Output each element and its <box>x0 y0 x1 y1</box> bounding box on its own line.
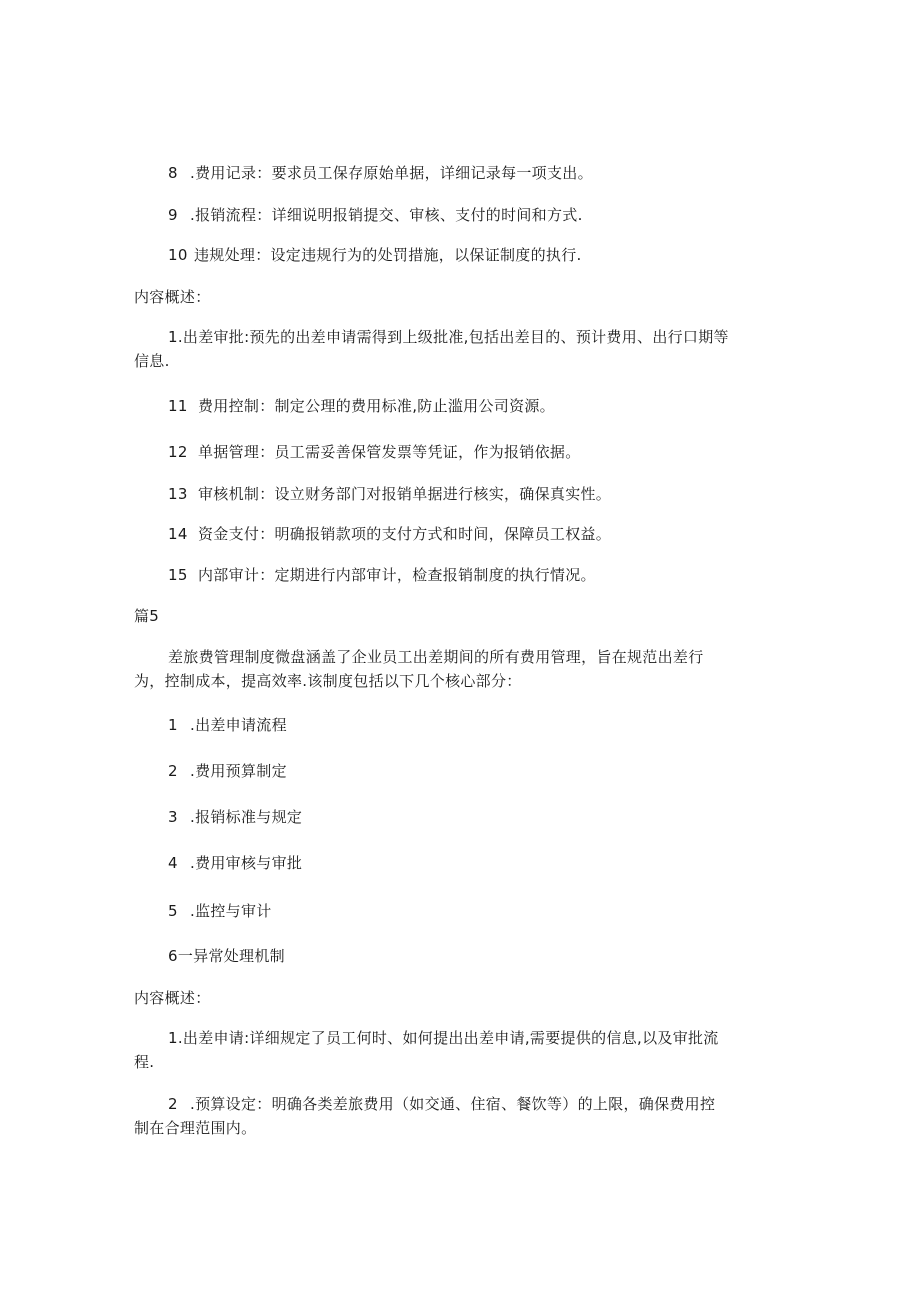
item-text: .报销流程：详细说明报销提交、审核、支付的时间和方式. <box>190 206 583 224</box>
item-text: .费用预算制定 <box>190 762 287 780</box>
item-text: 违规处理：设定违规行为的处罚措施，以保证制度的执行. <box>194 246 582 264</box>
part-item-1 <box>168 715 287 735</box>
item-text: .报销标准与规定 <box>190 808 303 826</box>
overview-item-15 <box>168 565 596 585</box>
overview-item-13 <box>168 484 611 504</box>
overview-item-11 <box>168 396 555 416</box>
list-item-10 <box>168 245 582 265</box>
item-number: 4 <box>168 854 178 872</box>
list-item-9 <box>168 205 583 225</box>
item-text: .预算设定：明确各类差旅费用（如交通、住宿、餐饮等）的上限，确保费用控 <box>190 1095 716 1113</box>
part-item-3 <box>168 807 302 827</box>
item-number: 2 <box>168 762 178 780</box>
overview2-item-1-line1: 1.出差申请:详细规定了员工何时、如何提出出差申请,需要提供的信息,以及审批流 <box>168 1029 719 1047</box>
item-number: 9 <box>168 206 178 224</box>
item-number: 12 <box>168 443 188 461</box>
item-text: 审核机制：设立财务部门对报销单据进行核实，确保真实性。 <box>198 485 612 503</box>
overview-item-1-line1: 1.出差审批:预先的出差申请需得到上级批准,包括出差目的、预计费用、出行口期等 <box>168 328 729 346</box>
item-number: 10 <box>168 246 188 264</box>
item-number: 8 <box>168 164 178 182</box>
part-item-5 <box>168 901 272 921</box>
overview-item-14 <box>168 524 611 544</box>
item-number: 1 <box>168 716 178 734</box>
item-text: 内部审计：定期进行内部审计，检查报销制度的执行情况。 <box>198 566 596 584</box>
item-text: .出差申请流程 <box>190 716 287 734</box>
overview-item-12 <box>168 442 581 462</box>
intro-line-2: 为，控制成本，提高效率.该制度包括以下几个核心部分： <box>134 672 522 690</box>
item-text: .费用记录：要求员工保存原始单据，详细记录每一项支出。 <box>190 164 593 182</box>
item-number: 3 <box>168 808 178 826</box>
item-number: 5 <box>168 902 178 920</box>
item-text: 单据管理：员工需妥善保管发票等凭证，作为报销依据。 <box>198 443 581 461</box>
item-number: 13 <box>168 485 188 503</box>
part-item-6: 6一异常处理机制 <box>168 947 285 965</box>
item-number: 11 <box>168 397 188 415</box>
section-heading: 篇5 <box>134 607 160 625</box>
item-number: 2 <box>168 1095 178 1113</box>
overview2-item-2-line1 <box>168 1094 715 1114</box>
overview2-item-1-line2: 程. <box>134 1053 155 1071</box>
item-number: 15 <box>168 566 188 584</box>
overview2-item-2-line2: 制在合理范围内。 <box>134 1119 257 1137</box>
item-text: .费用审核与审批 <box>190 854 303 872</box>
part-item-2 <box>168 761 287 781</box>
item-text: .监控与审计 <box>190 902 272 920</box>
item-number: 14 <box>168 525 188 543</box>
list-item-8 <box>168 163 593 183</box>
item-text: 费用控制：制定公理的费用标准,防止滥用公司资源。 <box>198 397 555 415</box>
item-text: 资金支付：明确报销款项的支付方式和时间，保障员工权益。 <box>198 525 612 543</box>
intro-line-1: 差旅费管理制度微盘涵盖了企业员工出差期间的所有费用管理，旨在规范出差行 <box>168 648 704 666</box>
overview-label: 内容概述： <box>134 288 211 306</box>
overview-label-2: 内容概述： <box>134 989 211 1007</box>
overview-item-1-line2: 信息. <box>134 352 170 370</box>
part-item-4 <box>168 853 302 873</box>
